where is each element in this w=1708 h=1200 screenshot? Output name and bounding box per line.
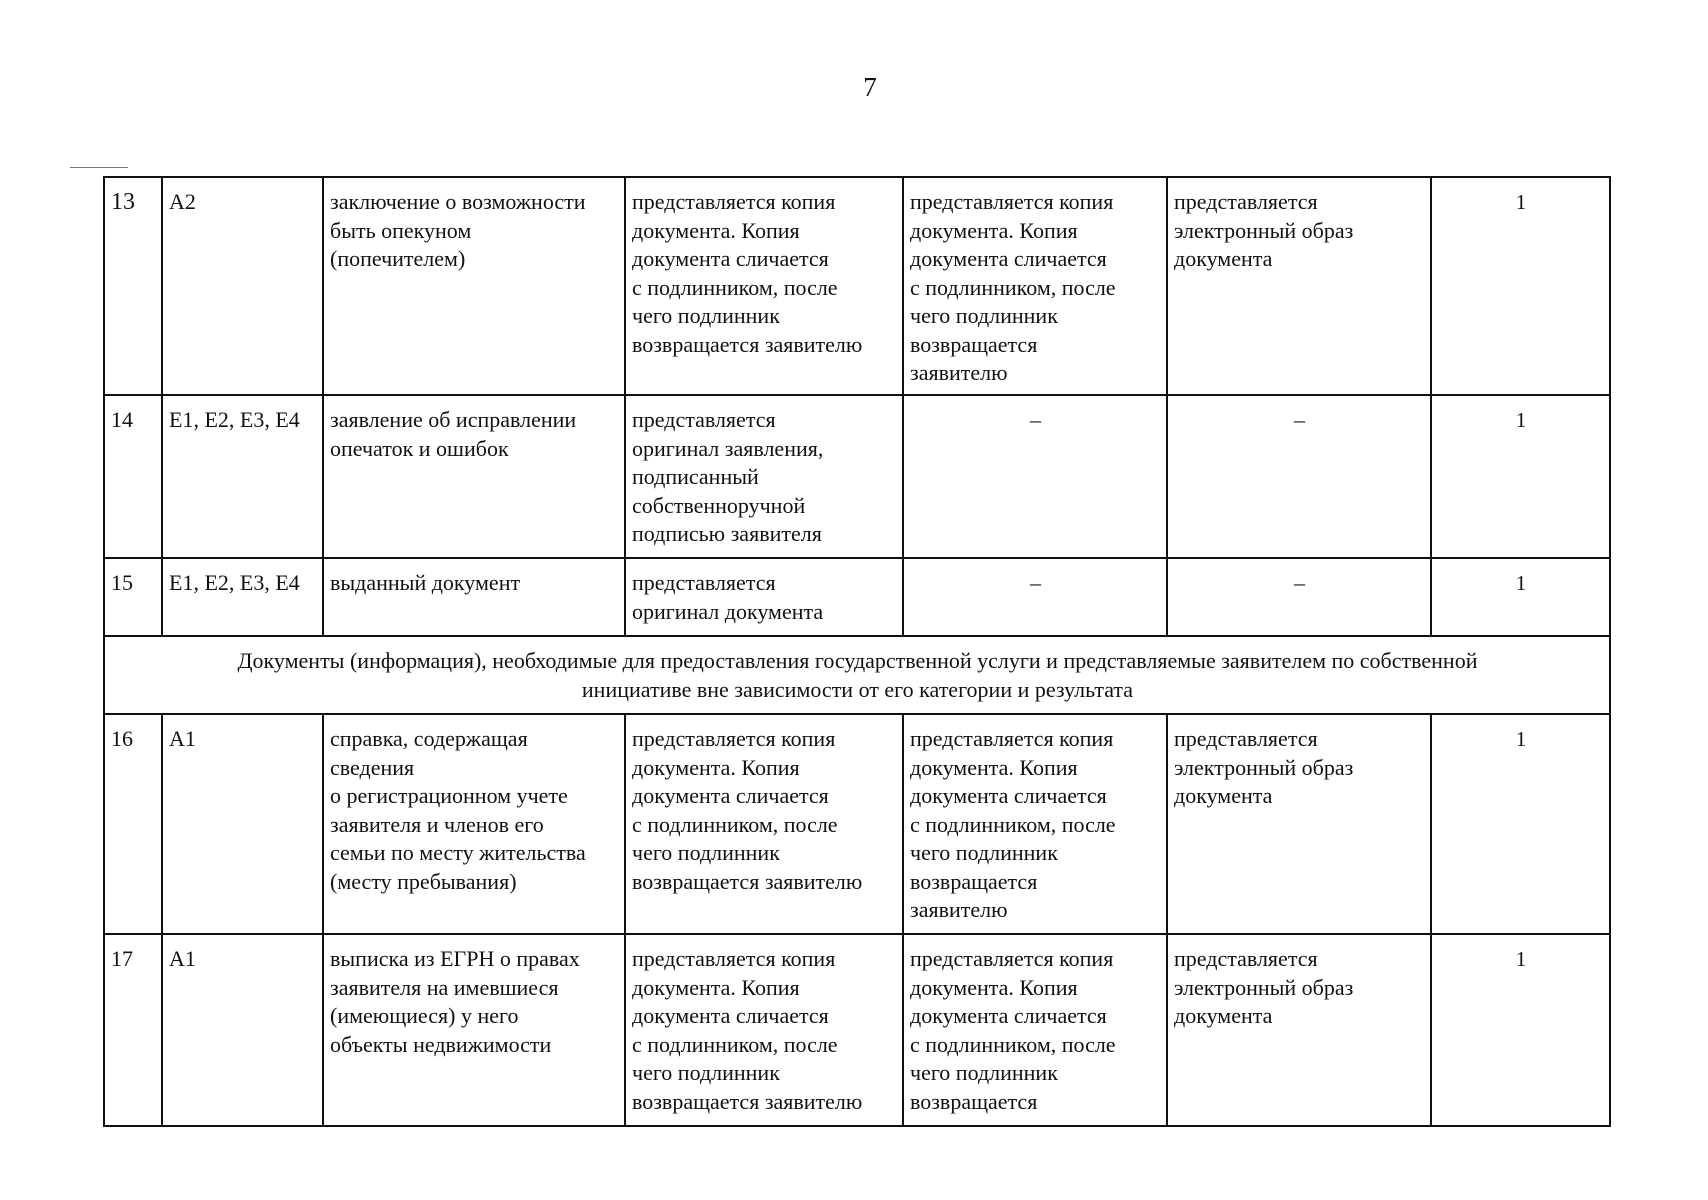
cell-text-line: представляется: [632, 407, 776, 432]
quantity: 1: [1431, 934, 1610, 1126]
document-name: [323, 395, 625, 558]
cell-text-line: с подлинником, после: [632, 811, 838, 837]
submission-in-person: [625, 934, 903, 1126]
row-number: 13: [104, 177, 162, 395]
cell-text-line: заключение о возможности: [330, 189, 586, 214]
cell-text-line: электронный образ: [1174, 974, 1354, 1000]
cell-text-line: быть опекуном: [330, 217, 472, 243]
cell-text-line: возвращается заявителю: [632, 1088, 863, 1114]
cell-text-line: документа сличается: [632, 246, 829, 271]
section-header-row: [104, 636, 1610, 714]
submission-electronic: [1167, 558, 1431, 636]
cell-text-line: выданный документ: [330, 570, 521, 595]
cell-text-line: объекты недвижимости: [330, 1031, 552, 1057]
cell-text-line: (имеющиеся) у него: [330, 1003, 519, 1028]
document-name: [323, 934, 625, 1126]
cell-text-line: документа: [1174, 246, 1273, 271]
cell-text-line: документа: [1174, 783, 1273, 808]
cell-text-line: заявителя и членов его: [330, 811, 544, 837]
applicant-category: Е1, Е2, Е3, Е4: [162, 558, 323, 636]
cell-text-line: документа. Копия: [632, 974, 800, 1000]
submission-electronic: [1167, 934, 1431, 1126]
cell-text-line: возвращается: [910, 868, 1038, 894]
cell-text-line: представляется: [1174, 946, 1318, 971]
cell-text-line: возвращается: [910, 331, 1038, 357]
cell-text-line: оригинал документа: [632, 598, 824, 624]
cell-text-line: –: [1294, 570, 1305, 595]
cell-text-line: чего подлинник: [910, 840, 1058, 865]
quantity: 1: [1431, 558, 1610, 636]
cell-text-line: документа сличается: [632, 783, 829, 808]
submission-in-person: [625, 177, 903, 395]
cell-text-line: возвращается: [910, 1088, 1038, 1114]
submission-by-mail: [903, 558, 1167, 636]
cell-text-line: электронный образ: [1174, 217, 1354, 243]
cell-text-line: подписанный: [632, 464, 759, 489]
cell-text-line: сведения: [330, 754, 415, 780]
cell-text-line: документа сличается: [632, 1003, 829, 1028]
table-row: [104, 395, 1610, 558]
cell-text-line: возвращается заявителю: [632, 331, 863, 357]
cell-text-line: с подлинником, после: [910, 1031, 1116, 1057]
row-number: 15: [104, 558, 162, 636]
cell-text-line: документа. Копия: [910, 754, 1078, 780]
cell-text-line: заявление об исправлении: [330, 407, 577, 432]
row-number: 17: [104, 934, 162, 1126]
document-name: [323, 714, 625, 934]
submission-electronic: [1167, 714, 1431, 934]
document-name: [323, 558, 625, 636]
cell-text-line: чего подлинник: [632, 303, 780, 328]
cell-text-line: документа сличается: [910, 783, 1107, 808]
cell-text-line: представляется копия: [910, 946, 1114, 971]
cell-text-line: представляется копия: [632, 726, 836, 751]
submission-in-person: [625, 714, 903, 934]
cell-text-line: о регистрационном учете: [330, 783, 568, 808]
cell-text-line: представляется: [1174, 189, 1318, 214]
cell-text-line: документа: [1174, 1003, 1273, 1028]
submission-in-person: [625, 558, 903, 636]
table-row: [104, 934, 1610, 1126]
cell-text-line: документа. Копия: [632, 217, 800, 243]
cell-text-line: заявителя на имевшиеся: [330, 974, 559, 1000]
table-row: [104, 177, 1610, 395]
applicant-category: А1: [162, 934, 323, 1126]
cell-text-line: документа. Копия: [632, 754, 800, 780]
submission-by-mail: [903, 395, 1167, 558]
cell-text-line: представляется: [1174, 726, 1318, 751]
document-name: [323, 177, 625, 395]
cell-text-line: (месту пребывания): [330, 868, 517, 894]
documents-table: [103, 176, 1611, 1127]
cell-text-line: заявителю: [910, 897, 1008, 922]
cell-text-line: опечаток и ошибок: [330, 435, 509, 461]
applicant-category: Е1, Е2, Е3, Е4: [162, 395, 323, 558]
scan-mark: [70, 167, 128, 168]
quantity: 1: [1431, 714, 1610, 934]
cell-text-line: выписка из ЕГРН о правах: [330, 946, 580, 971]
cell-text-line: (попечителем): [330, 246, 466, 271]
cell-text-line: чего подлинник: [632, 840, 780, 865]
cell-text-line: документа. Копия: [910, 217, 1078, 243]
section-header: [104, 636, 1610, 714]
cell-text-line: представляется копия: [910, 726, 1114, 751]
cell-text-line: –: [1030, 407, 1041, 432]
submission-by-mail: [903, 934, 1167, 1126]
cell-text-line: документа сличается: [910, 246, 1107, 271]
submission-by-mail: [903, 177, 1167, 395]
quantity: 1: [1431, 177, 1610, 395]
row-number: 16: [104, 714, 162, 934]
table-row: [104, 714, 1610, 934]
cell-text-line: подписью заявителя: [632, 521, 822, 546]
cell-text-line: представляется: [632, 570, 776, 595]
cell-text-line: собственноручной: [632, 492, 806, 518]
cell-text-line: семьи по месту жительства: [330, 840, 586, 865]
section-header-line: инициативе вне зависимости от его категории и результата: [581, 676, 1134, 702]
table-row: [104, 558, 1610, 636]
cell-text-line: с подлинником, после: [910, 274, 1116, 300]
cell-text-line: справка, содержащая: [330, 726, 528, 751]
cell-text-line: чего подлинник: [910, 1060, 1058, 1085]
submission-electronic: [1167, 395, 1431, 558]
submission-by-mail: [903, 714, 1167, 934]
cell-text-line: –: [1030, 570, 1041, 595]
applicant-category: А2: [162, 177, 323, 395]
row-number: 14: [104, 395, 162, 558]
cell-text-line: возвращается заявителю: [632, 868, 863, 894]
cell-text-line: с подлинником, после: [910, 811, 1116, 837]
cell-text-line: представляется копия: [632, 189, 836, 214]
cell-text-line: представляется копия: [910, 189, 1114, 214]
section-header-line: Документы (информация), необходимые для предоставления государственной услуги и представляемые заявителем по собственной: [237, 648, 1478, 673]
cell-text-line: электронный образ: [1174, 754, 1354, 780]
submission-electronic: [1167, 177, 1431, 395]
submission-in-person: [625, 395, 903, 558]
cell-text-line: чего подлинник: [632, 1060, 780, 1085]
cell-text-line: заявителю: [910, 360, 1008, 385]
cell-text-line: с подлинником, после: [632, 274, 838, 300]
cell-text-line: с подлинником, после: [632, 1031, 838, 1057]
cell-text-line: документа сличается: [910, 1003, 1107, 1028]
applicant-category: А1: [162, 714, 323, 934]
cell-text-line: оригинал заявления,: [632, 435, 824, 461]
cell-text-line: документа. Копия: [910, 974, 1078, 1000]
cell-text-line: представляется копия: [632, 946, 836, 971]
page-number: 7: [863, 72, 877, 102]
cell-text-line: чего подлинник: [910, 303, 1058, 328]
quantity: 1: [1431, 395, 1610, 558]
cell-text-line: –: [1294, 407, 1305, 432]
